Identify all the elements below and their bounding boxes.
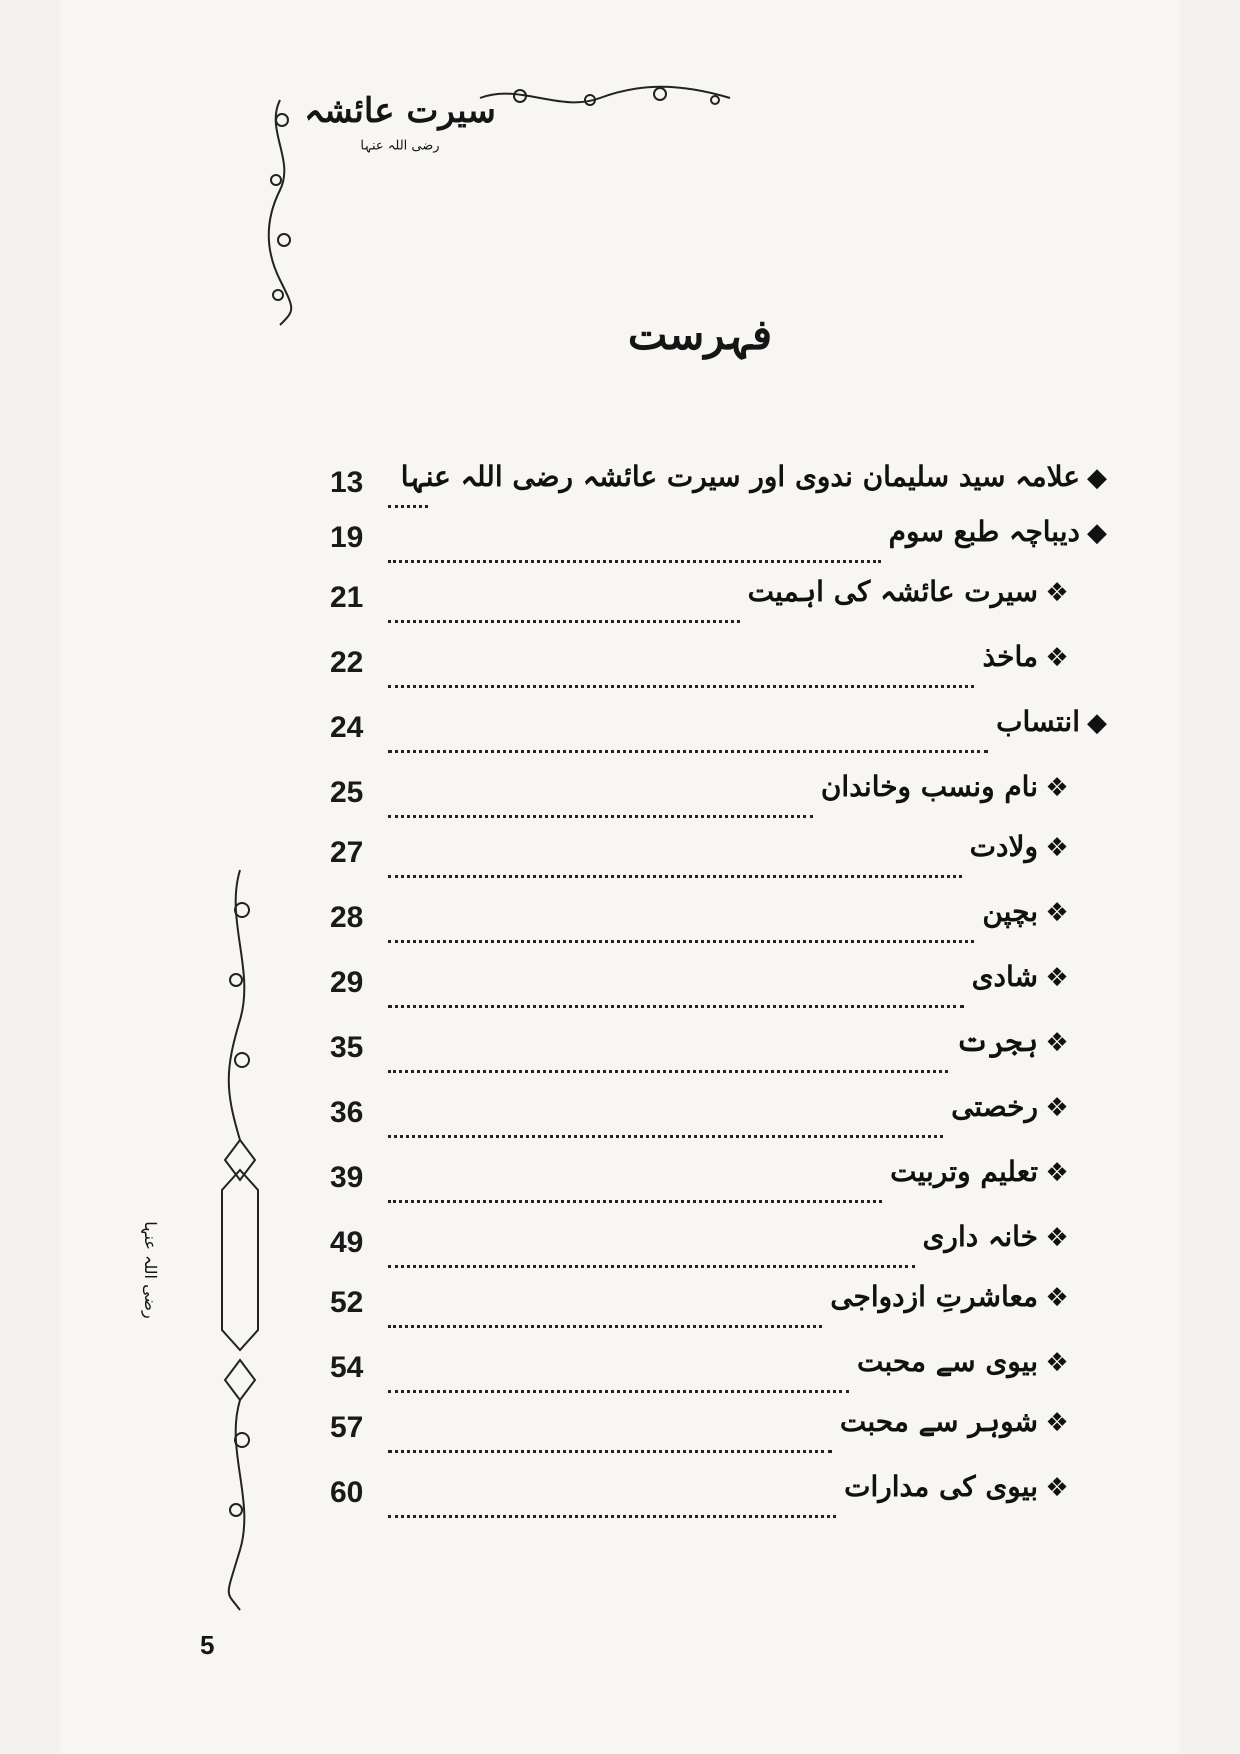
toc-entry[interactable] xyxy=(300,1405,1110,1457)
toc-page-number: 27 xyxy=(330,836,364,869)
toc-entry-label: علامہ سید سلیمان ندوی اور سیرت عائشہ رضی اللہ عنہا xyxy=(400,460,1080,493)
toc-entry-label: بیوی کی مدارات xyxy=(844,1470,1038,1503)
diamond-bullet-icon: ◆ xyxy=(1087,463,1107,493)
toc-entry-label: شوہر سے محبت xyxy=(839,1405,1038,1438)
four-petal-bullet-icon: ❖ xyxy=(1045,963,1069,993)
toc-page-number: 21 xyxy=(330,581,364,614)
dot-leader xyxy=(388,1325,822,1328)
toc-entry-label: نام ونسب وخاندان xyxy=(820,770,1038,803)
diamond-bullet-icon: ◆ xyxy=(1087,518,1107,548)
toc-entry-label: ولادت xyxy=(969,830,1038,863)
dot-leader xyxy=(388,620,740,623)
toc-entry[interactable] xyxy=(300,460,1110,512)
toc-entry[interactable] xyxy=(300,1155,1110,1207)
four-petal-bullet-icon: ❖ xyxy=(1045,1408,1069,1438)
toc-entry-label: تعلیم وتربیت xyxy=(890,1155,1038,1188)
toc-entry-label: معاشرتِ ازدواجی xyxy=(830,1280,1038,1313)
toc-entry[interactable] xyxy=(300,1470,1110,1522)
toc-entry[interactable] xyxy=(300,960,1110,1012)
dot-leader xyxy=(388,1390,849,1393)
toc-entry[interactable] xyxy=(300,895,1110,947)
side-cartouche-text: رضی اللہ عنہا xyxy=(141,1221,160,1319)
dot-leader xyxy=(388,1135,943,1138)
dot-leader xyxy=(388,505,428,508)
dot-leader xyxy=(388,1005,964,1008)
toc-entry-label: بچپن xyxy=(982,895,1038,928)
toc-entry[interactable] xyxy=(300,515,1110,567)
dot-leader xyxy=(388,1070,948,1073)
dot-leader xyxy=(388,940,974,943)
toc-entry-label: دیباچہ طبع سوم xyxy=(888,515,1080,548)
toc-entry[interactable] xyxy=(300,705,1110,757)
dot-leader xyxy=(388,1200,882,1203)
four-petal-bullet-icon: ❖ xyxy=(1045,1223,1069,1253)
toc-page-number: 60 xyxy=(330,1476,364,1509)
toc-page-number: 13 xyxy=(330,466,364,499)
toc-entry-label: بیوی سے محبت xyxy=(856,1345,1038,1378)
toc-heading: فہرست xyxy=(627,310,773,359)
toc-entry-label: ہجرت xyxy=(955,1025,1038,1058)
four-petal-bullet-icon: ❖ xyxy=(1045,898,1069,928)
four-petal-bullet-icon: ❖ xyxy=(1045,1283,1069,1313)
toc-page-number: 19 xyxy=(330,521,364,554)
toc-page-number: 57 xyxy=(330,1411,364,1444)
dot-leader xyxy=(388,815,813,818)
diamond-bullet-icon: ◆ xyxy=(1087,708,1107,738)
left-top-ornament-icon xyxy=(260,90,300,330)
toc-page-number: 29 xyxy=(330,966,364,999)
four-petal-bullet-icon: ❖ xyxy=(1045,773,1069,803)
toc-entry[interactable] xyxy=(300,830,1110,882)
toc-page-number: 52 xyxy=(330,1286,364,1319)
dot-leader xyxy=(388,1265,915,1268)
toc-entry-label: ماخذ xyxy=(982,640,1038,673)
toc-entry-label: انتساب xyxy=(996,705,1080,738)
toc-entry[interactable] xyxy=(300,1025,1110,1077)
four-petal-bullet-icon: ❖ xyxy=(1045,1473,1069,1503)
four-petal-bullet-icon: ❖ xyxy=(1045,578,1069,608)
page-number: 5 xyxy=(200,1630,215,1660)
toc-entry[interactable] xyxy=(300,640,1110,692)
four-petal-bullet-icon: ❖ xyxy=(1045,1093,1069,1123)
dot-leader xyxy=(388,1450,832,1453)
running-title xyxy=(300,90,500,171)
dot-leader xyxy=(388,560,881,563)
toc-page-number: 49 xyxy=(330,1226,364,1259)
toc-page-number: 25 xyxy=(330,776,364,809)
toc-page-number: 24 xyxy=(330,711,364,744)
toc-entry[interactable] xyxy=(300,1090,1110,1142)
four-petal-bullet-icon: ❖ xyxy=(1045,1158,1069,1188)
toc-page-number: 54 xyxy=(330,1351,364,1384)
toc-entry[interactable] xyxy=(300,770,1110,822)
dot-leader xyxy=(388,1515,836,1518)
toc-page-number: 22 xyxy=(330,646,364,679)
toc-page-number: 36 xyxy=(330,1096,364,1129)
dot-leader xyxy=(388,750,988,753)
dot-leader xyxy=(388,875,962,878)
toc-entry[interactable] xyxy=(300,1345,1110,1397)
dot-leader xyxy=(388,685,974,688)
four-petal-bullet-icon: ❖ xyxy=(1045,833,1069,863)
honorific-text: رضی اللہ عنہا xyxy=(360,138,440,154)
four-petal-bullet-icon: ❖ xyxy=(1045,1028,1069,1058)
toc-entry[interactable] xyxy=(300,575,1110,627)
toc-page-number: 35 xyxy=(330,1031,364,1064)
left-side-ornament-icon xyxy=(210,860,270,1620)
toc-entry[interactable] xyxy=(300,1280,1110,1332)
toc-entry-label: شادی xyxy=(971,960,1038,993)
toc-entry-label: خانہ داری xyxy=(922,1220,1038,1253)
toc-entry-label: رخصتی xyxy=(951,1090,1038,1123)
four-petal-bullet-icon: ❖ xyxy=(1045,1348,1069,1378)
toc-page-number: 39 xyxy=(330,1161,364,1194)
toc-page-number: 28 xyxy=(330,901,364,934)
running-title-text: سیرت عائشہ xyxy=(304,91,496,131)
four-petal-bullet-icon: ❖ xyxy=(1045,643,1069,673)
toc-entry-label: سیرت عائشہ کی اہمیت xyxy=(747,575,1038,608)
toc-entry[interactable] xyxy=(300,1220,1110,1272)
book-page xyxy=(60,0,1180,1754)
